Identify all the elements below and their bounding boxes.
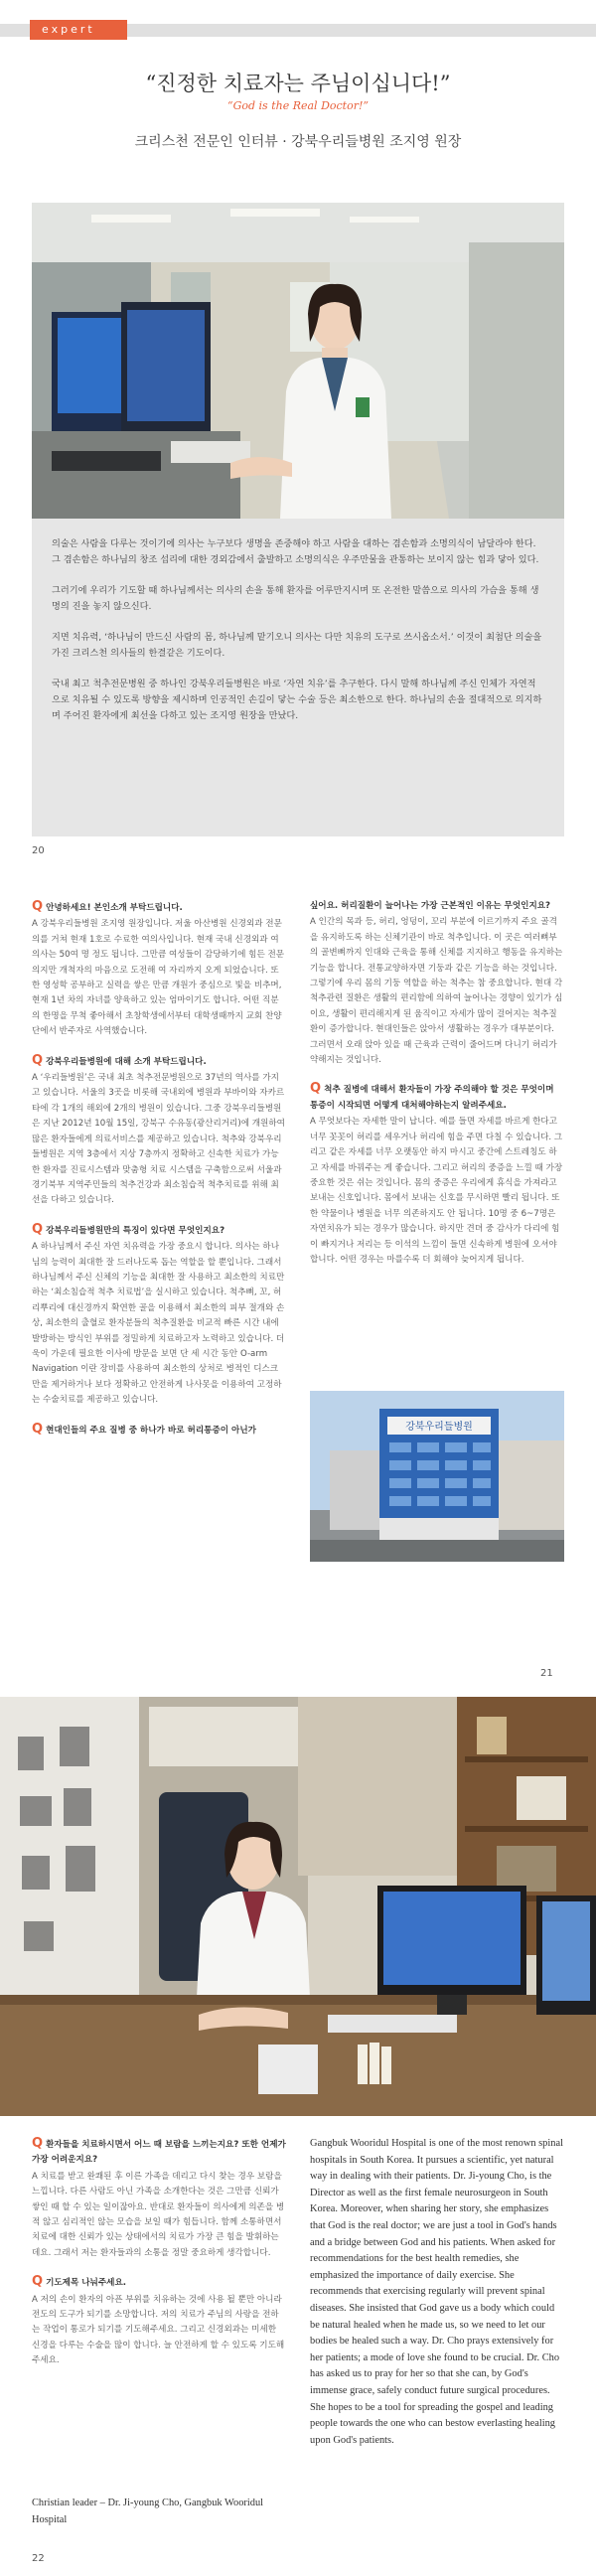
page-number: 21 — [540, 1668, 553, 1679]
corridor-illustration — [32, 203, 564, 519]
q-mark: Q — [32, 1421, 44, 1437]
q-mark: Q — [32, 2274, 44, 2290]
answer: A 치료를 받고 완쾌된 후 이른 가족을 데리고 다시 찾는 경우 보람을 느낍니다. 다른 사람도 아닌 가족을 소개한다는 것은 그만큼 신뢰가 쌓인 때 할 수 있는 일이잖아요. 반대로 환자들이 의사에게 의존을 병적 않고 심리적인 않는 모습을 보일 때가 힘듭니다. 함께 소통하면서 치료에 대한 신뢰가 있는 상태에서의 치료가 가장 큰 힘을 발휘하는데요. 그래서 저는 환자들과의 소통을 정말 중요하게 생각합니다. — [32, 2171, 285, 2258]
question-continued: 싶어요. 허리질환이 늘어나는 가장 근본적인 이유는 무엇인지요? — [310, 901, 551, 911]
question: Q현대인들의 주요 질병 중 하나가 바로 허리통증이 아닌가 — [32, 1421, 256, 1437]
intro-box — [32, 519, 564, 836]
question: Q강북우리들병원만의 특징이 있다면 무엇인지요? — [32, 1221, 225, 1237]
q-mark: Q — [310, 1081, 322, 1097]
question: Q기도제목 나눠주세요. — [32, 2274, 127, 2290]
question: Q안녕하세요! 본인소개 부탁드립니다. — [32, 899, 183, 914]
question: Q척추 질병에 대해서 환자들이 가장 주의해야 할 것은 무엇이며 통증이 시작되면 어떻게 대처해야하는지 알려주세요. — [310, 1081, 554, 1111]
intro-paragraph: 국내 최고 척추전문병원 중 하나인 강북우리들병원은 바로 ‘자연 치유’를 추구한다. 다시 말해 하나님께 주신 인체가 자연적으로 치유될 수 있도록 방향을 제시하며 인공적인 손길이 닿는 수술 등은 최소한으로 한다. 하나님의 손을 절대적으로 의지하며 주어진 환자에게 최선을 다하고 있는 조지영 원장을 만났다. — [52, 679, 542, 721]
bottom-korean-column — [32, 2136, 286, 2489]
answer: A 강북우리들병원 조지영 원장입니다. 저울 아산병원 신경외과 전문의를 거쳐 현재 1호로 수료한 여의사입니다. 현재 국내 신경외과 여의사는 50여 명 정도 됩니다. 그만큼 여성들이 감당하기에 힘든 전문의지만 개척자의 마음으로 도전해 여 자리까지 오게 되었습니다. 또한 영성학 공부하고 실력을 쌓은 만큼 개원가 중심으로 빛을 비추며, 현재 1년 차의 자녀를 양육하고 있는 엄마이기도 합니다. 어떤 직분의 한명을 무척 좋아해서 초창학생에서부터 대학생때까지 교회 찬양단에서 반주자로 사역했습니다. — [32, 919, 285, 1037]
intro-paragraph: 의술은 사람을 다루는 것이기에 의사는 누구보다 생명을 존중해야 하고 사람을 대하는 겸손함과 소명의식이 남달라야 한다. 그 겸손함은 하나님의 창조 섭리에 대한 경외감에서 출발하고 소명의식은 우주만물을 관통하는 보이지 않는 힘과 닿아 있다. — [52, 538, 539, 565]
english-summary: Gangbuk Wooridul Hospital is one of the most renown spinal hospitals in South Korea. It pursues a scientific, yet natural way in dealing with their patients. Dr. Ji-young Cho, is the Director as well as the first female neurosurgeon in South Korea. Moreover, when sharing her story, she emphasizes that God is the real doctor; we are just a tool in God's hands and a bridge between God and his patients. When asked for recommendations for the best health remedies, she emphasized the importance of daily exercise. She recommends that exercising regularly will prevent spinal diseases. She insisted that God gave us a body which could be natural healed when he made us, so we need to let our bodies be healed such a way. Dr. Cho prays extensively for her patients; a mode of love she found to be crucial. Dr. Cho has asked us to pray for her so that she can, by God's immense grace, safely conduct future surgical procedures. She hopes to be a tool for spreading the gospel and leading people towards the one who can bestow everlasting healing upon God's patients. — [310, 2138, 563, 2446]
byline: 크리스천 전문인 인터뷰 · 강북우리들병원 조지영 원장 — [134, 134, 462, 150]
doctor-office-photo — [0, 1697, 596, 2116]
left-column — [32, 899, 286, 1642]
section-tag: expert — [30, 20, 127, 40]
building-illustration — [310, 1391, 564, 1562]
answer: A 무엇보다는 자세한 말이 납니다. 예를 들면 자세를 바르게 한다고 너무 꼿꼿이 허리를 세우거나 허리에 힘을 주면 다칠 수 있습니다. 그리고 같은 자세를 너무 오랫동안 하지 마시고 중간에 스트레칭도 하고 자세를 바꿔주는 게 좋습니다. 그리고 허리의 중증을 느낄 때 가장 중요한 것은 쉬는 것입니다. 몸의 중증은 우리에게 휴식을 가져라고 보내는 신호입니다. 몸에서 보내는 신호를 무시하면 빨리 됩니다. 또한 약물이나 병원을 너무 의존하지도 안 됩니다. 10명 중 6~7명은 자연치유가 되는 경우가 많습니다. 하지만 견뎌 중 감사가 다리에 힘이 빠지거나 저리는 등 이석의 느낌이 들면 신속하게 병원에 오셔야 합니다. 어떤 경우는 마를수록 더 회해야 늦어지게 됩니다. — [310, 1117, 563, 1265]
q-mark: Q — [32, 899, 44, 914]
page-number: 22 — [32, 2553, 45, 2564]
intro-paragraph: 그러기에 우리가 기도할 때 하나님께서는 의사의 손을 통해 환자를 어루만지시며 또 온전한 말씀으로 의사의 가슴을 통해 생명의 진을 놓지 않으신다. — [52, 585, 539, 612]
right-column — [310, 899, 564, 1366]
intro-paragraph: 지면 치유력, ‘하나님이 만드신 사람의 몸, 하나님께 맡기오니 의사는 다만 치유의 도구로 쓰시옵소서.’ 이것이 최첨단 의술을 가진 크리스천 의사들의 한결같은 기도이다. — [52, 632, 542, 659]
office-illustration — [0, 1697, 596, 2116]
page-subtitle: “God is the Real Doctor!” — [226, 99, 370, 112]
hospital-sign: 강북우리들병원 — [405, 1422, 473, 1433]
english-caption: Christian leader – Dr. Ji-young Cho, Gangbuk Wooridul Hospital — [32, 2498, 264, 2525]
page-number: 20 — [32, 845, 45, 856]
q-mark: Q — [32, 1221, 44, 1237]
q-mark: Q — [32, 1052, 44, 1068]
answer: A 하나님께서 주신 자연 치유력을 가장 중요시 합니다. 의사는 하나님의 능력이 최대한 잘 드러나도록 돕는 역할을 할 뿐입니다. 그래서 하나님께서 주신 신체의 기능을 최대한 잘 사용하고 최소한의 치료만 하는 ‘최소침습적 척추 치료법’을 실시하고 있습니다. 척추뼈, 꼬, 허리뿌리에 대신경까지 확연한 골을 이용해서 최소한의 피부 절개와 손상, 최소한의 출혈로 환자분들의 척추질환을 비교적 빠른 시간 내에 발방하는 방식인 부위를 정밀하게 치료하고자 노력하고 있습니다. 더욱이 가운데 필요한 이사에 방문을 보면 단 세 시간 동안 O-arm Navigation 이란 장비를 사용하여 최소한의 상처로 병적인 디스크만을 제거하거나 보다 정확하고 안전하게 나사못을 이용하여 고정하는 수술치료를 제공하고 있습니다. — [32, 1242, 285, 1406]
question: Q환자들을 치료하시면서 어느 때 보람을 느끼는지요? 또한 언제가 가장 어려운지요? — [32, 2136, 286, 2166]
doctor-corridor-photo — [32, 203, 564, 519]
hospital-building-photo — [310, 1391, 564, 1562]
answer: A 인간의 목과 등, 허리, 엉덩이, 꼬리 부분에 이르기까지 주요 골격을 유지하도록 하는 신체기관이 바로 척추입니다. 이 곳은 여러뼈부의 골변뼈까지 인대와 근육을 통해 신체를 지지하고 행동을 유지하는 기능을 합니다. 전통교양하자면 기둥과 같은 기능을 하는 것입니다. 그렇기에 우리 몸의 기둥 역할을 하는 척추는 참 중요합니다. 현대 각 척추관련 질환은 생활의 편리함에 의하여 늘어나는 경향이 있기가 심이요, 생활이 편리해지게 된 움직이고 자세가 많이 걸어지는 척추질환이 증가합니다. 현대인들은 앉아서 생활하는 경우가 대부분이다. 그러면서 오래 앉아 있을 때 근육과 근력이 줄어드며 다니기 허리가 약해지는 것입니다. — [310, 917, 563, 1066]
answer: A 저의 손이 환자의 아픈 부위를 치유하는 것에 사용 될 뿐만 아니라 전도의 도구가 되기를 소망합니다. 저의 치료가 주님의 사랑을 전하는 작업이 통로가 되기를 기도해주세요. 그리고 신경외과는 미세한 신경을 다루는 수술을 많이 합니다. 늘 안전하게 할 수 있도록 기도해주세요. — [32, 2294, 285, 2366]
question: Q강북우리들병원에 대해 소개 부탁드립니다. — [32, 1052, 207, 1068]
answer: A ‘우리들병원’은 국내 최초 척추전문병원으로 37년의 역사를 가지고 있습니다. 서울의 3곳을 비롯해 국내외에 병원과 부바이와 자카르타에 각 1개의 해외에 2개의 병원이 있습니다. 그중 강북우리들병원은 지난 2012년 10월 15일, 강북구 수유동(광산리거리)에 개원하여 많은 환자들에게 의료서비스를 제공하고 있습니다. 척추와 강북우리들병원은 지역 3층에서 지상 7층까지 정확하고 신속한 치료가 가능한 환자를 진료시스템과 맞춤형 치료 시스템을 구축함으로써 서울과 경기북부 지역주민들의 척추건강과 최소침습적 척추치료를 위해 최선을 다하고 있습니다. — [32, 1073, 285, 1206]
q-mark: Q — [32, 2136, 44, 2151]
page-title: “진정한 치료자는 주님이십니다!” — [145, 72, 451, 95]
